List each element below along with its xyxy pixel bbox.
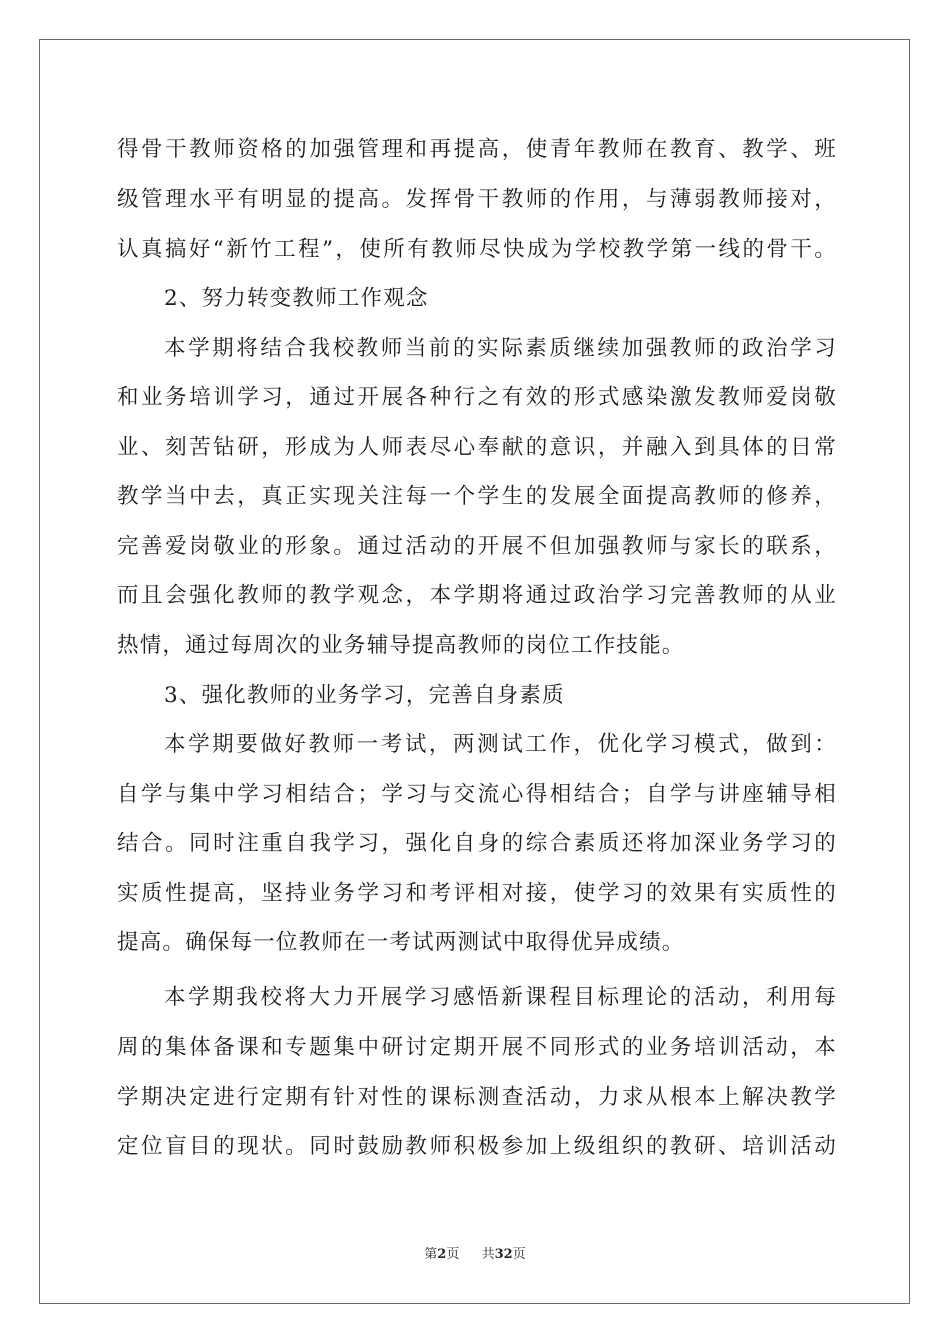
text-line: 级管理水平有明显的提高。发挥骨干教师的作用，与薄弱教师接对， [117, 187, 837, 212]
text-line: 本学期要做好教师一考试，两测试工作，优化学习模式，做到： [164, 732, 837, 757]
text-line: 认真搞好“新竹工程”，使所有教师尽快成为学校教学第一线的骨干。 [117, 237, 837, 262]
text-line: 定位盲目的现状。同时鼓励教师积极参加上级组织的教研、培训活动 [117, 1134, 837, 1159]
page-number-label [424, 1246, 459, 1264]
total-prefix: 共 [481, 1247, 495, 1262]
text-line: 本学期我校将大力开展学习感悟新课程目标理论的活动，利用每 [164, 985, 837, 1010]
page-prefix: 第 [424, 1247, 438, 1262]
text-line: 提高。确保每一位教师在一考试两测试中取得优异成绩。 [117, 930, 685, 955]
section-heading: 3、强化教师的业务学习，完善自身素质 [164, 683, 565, 708]
total-pages-label [482, 1246, 526, 1264]
current-page-number: 2 [437, 1247, 447, 1262]
total-suffix: 页 [512, 1247, 526, 1262]
section-heading: 2、努力转变教师工作观念 [164, 286, 429, 311]
text-line: 结合。同时注重自我学习，强化自身的综合素质还将加深业务学习的 [117, 831, 837, 856]
text-line: 完善爱岗敬业的形象。通过活动的开展不但加强教师与家长的联系， [117, 534, 837, 559]
total-page-count: 32 [494, 1247, 513, 1262]
page-border [39, 39, 910, 1304]
text-line: 而且会强化教师的教学观念，本学期将通过政治学习完善教师的从业 [117, 583, 837, 608]
text-line: 自学与集中学习相结合；学习与交流心得相结合；自学与讲座辅导相 [117, 782, 837, 807]
text-line: 业、刻苦钻研，形成为人师表尽心奉献的意识，并融入到具体的日常 [117, 435, 837, 460]
text-line: 热情，通过每周次的业务辅导提高教师的岗位工作技能。 [117, 633, 685, 658]
page-footer [0, 1246, 950, 1264]
text-line: 和业务培训学习，通过开展各种行之有效的形式感染激发教师爱岗敬 [117, 385, 837, 410]
text-line: 周的集体备课和专题集中研讨定期开展不同形式的业务培训活动，本 [117, 1035, 837, 1060]
text-line: 学期决定进行定期有针对性的课标测查活动，力求从根本上解决教学 [117, 1085, 837, 1110]
text-line: 得骨干教师资格的加强管理和再提高，使青年教师在教育、教学、班 [117, 137, 837, 162]
text-line: 实质性提高，坚持业务学习和考评相对接，使学习的效果有实质性的 [117, 881, 837, 906]
text-line: 教学当中去，真正实现关注每一个学生的发展全面提高教师的修养， [117, 484, 837, 509]
text-line: 本学期将结合我校教师当前的实际素质继续加强教师的政治学习 [164, 336, 837, 361]
page-suffix: 页 [446, 1247, 460, 1262]
